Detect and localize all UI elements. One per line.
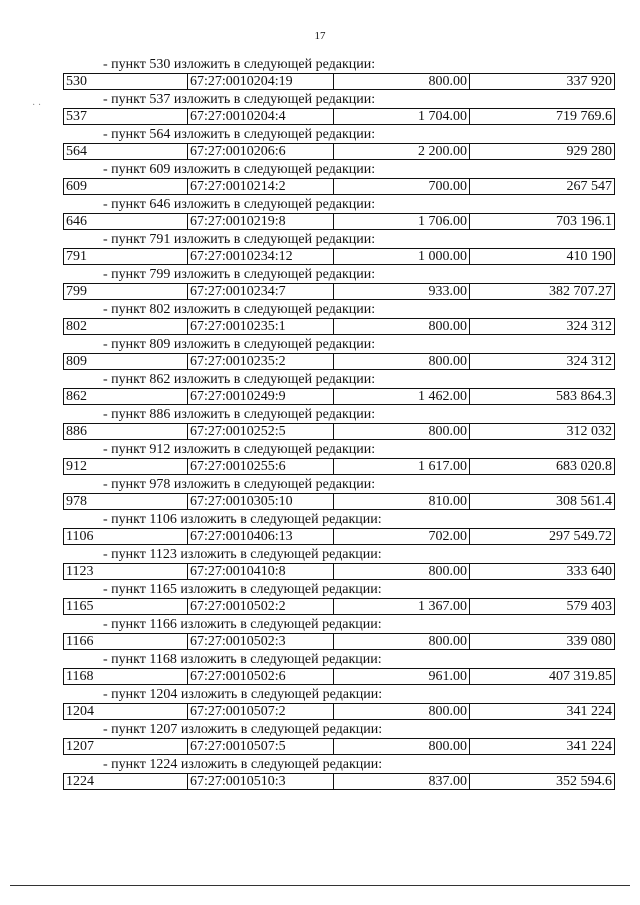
value-cell: 382 707.27 <box>549 284 612 299</box>
page-number: 17 <box>314 30 326 42</box>
amendment-entry <box>63 91 617 126</box>
amendment-entry <box>63 371 617 406</box>
amendment-instruction: - пункт 1224 изложить в следующей редакции: <box>103 757 383 772</box>
table-row <box>63 773 615 790</box>
table-row <box>63 73 615 90</box>
item-number-cell: 1204 <box>64 704 188 719</box>
amendment-instruction: - пункт 646 изложить в следующей редакции: <box>103 197 376 212</box>
area-cell: 800.00 <box>334 634 470 649</box>
amendment-instruction: - пункт 802 изложить в следующей редакции: <box>103 302 376 317</box>
cadastral-number-cell: 67:27:0010234:12 <box>188 249 334 264</box>
area-cell: 2 200.00 <box>334 144 470 159</box>
amendment-entry <box>63 231 617 266</box>
area-cell: 961.00 <box>334 669 470 684</box>
item-number-cell: 537 <box>64 109 188 124</box>
amendment-instruction: - пункт 537 изложить в следующей редакции: <box>103 92 376 107</box>
amendment-entry <box>63 476 617 511</box>
table-row <box>63 633 615 650</box>
area-cell: 1 704.00 <box>334 109 470 124</box>
amendment-entry <box>63 546 617 581</box>
amendment-entry <box>63 56 617 91</box>
cadastral-number-cell: 67:27:0010249:9 <box>188 389 334 404</box>
item-number-cell: 886 <box>64 424 188 439</box>
cadastral-number-cell: 67:27:0010252:5 <box>188 424 334 439</box>
area-cell: 800.00 <box>334 564 470 579</box>
table-row <box>63 458 615 475</box>
value-cell: 339 080 <box>566 634 612 649</box>
table-row <box>63 178 615 195</box>
amendment-instruction: - пункт 809 изложить в следующей редакции: <box>103 337 376 352</box>
value-cell: 341 224 <box>566 704 612 719</box>
item-number-cell: 791 <box>64 249 188 264</box>
amendment-entry <box>63 721 617 756</box>
item-number-cell: 809 <box>64 354 188 369</box>
value-cell: 341 224 <box>566 739 612 754</box>
amendment-instruction: - пункт 1207 изложить в следующей редакции: <box>103 722 383 737</box>
cadastral-number-cell: 67:27:0010507:2 <box>188 704 334 719</box>
amendment-entry <box>63 651 617 686</box>
amendment-instruction: - пункт 912 изложить в следующей редакции: <box>103 442 376 457</box>
item-number-cell: 1207 <box>64 739 188 754</box>
cadastral-number-cell: 67:27:0010204:19 <box>188 74 334 89</box>
area-cell: 800.00 <box>334 424 470 439</box>
amendment-instruction: - пункт 1166 изложить в следующей редакции: <box>103 617 382 632</box>
value-cell: 297 549.72 <box>549 529 612 544</box>
cadastral-number-cell: 67:27:0010214:2 <box>188 179 334 194</box>
item-number-cell: 978 <box>64 494 188 509</box>
item-number-cell: 862 <box>64 389 188 404</box>
value-cell: 929 280 <box>566 144 612 159</box>
area-cell: 700.00 <box>334 179 470 194</box>
table-row <box>63 738 615 755</box>
item-number-cell: 564 <box>64 144 188 159</box>
margin-mark: · · <box>32 100 42 111</box>
item-number-cell: 799 <box>64 284 188 299</box>
item-number-cell: 912 <box>64 459 188 474</box>
cadastral-number-cell: 67:27:0010234:7 <box>188 284 334 299</box>
table-row <box>63 668 615 685</box>
amendment-instruction: - пункт 799 изложить в следующей редакции: <box>103 267 376 282</box>
amendment-instruction: - пункт 1123 изложить в следующей редакции: <box>103 547 382 562</box>
item-number-cell: 646 <box>64 214 188 229</box>
area-cell: 800.00 <box>334 319 470 334</box>
amendment-instruction: - пункт 1106 изложить в следующей редакции: <box>103 512 382 527</box>
table-row <box>63 283 615 300</box>
amendment-entry <box>63 686 617 721</box>
value-cell: 267 547 <box>566 179 612 194</box>
value-cell: 583 864.3 <box>556 389 612 404</box>
area-cell: 810.00 <box>334 494 470 509</box>
value-cell: 410 190 <box>566 249 612 264</box>
amendment-instruction: - пункт 1165 изложить в следующей редакции: <box>103 582 382 597</box>
cadastral-number-cell: 67:27:0010305:10 <box>188 494 334 509</box>
item-number-cell: 1166 <box>64 634 188 649</box>
amendment-entry <box>63 126 617 161</box>
value-cell: 703 196.1 <box>556 214 612 229</box>
amendment-instruction: - пункт 1204 изложить в следующей редакции: <box>103 687 383 702</box>
table-row <box>63 318 615 335</box>
cadastral-number-cell: 67:27:0010507:5 <box>188 739 334 754</box>
table-row <box>63 353 615 370</box>
amendment-entry <box>63 581 617 616</box>
amendment-instruction: - пункт 791 изложить в следующей редакции: <box>103 232 376 247</box>
cadastral-number-cell: 67:27:0010502:2 <box>188 599 334 614</box>
cadastral-number-cell: 67:27:0010406:13 <box>188 529 334 544</box>
table-row <box>63 213 615 230</box>
table-row <box>63 703 615 720</box>
amendment-entry <box>63 336 617 371</box>
area-cell: 1 462.00 <box>334 389 470 404</box>
item-number-cell: 1168 <box>64 669 188 684</box>
amendment-entry <box>63 161 617 196</box>
amendment-instruction: - пункт 978 изложить в следующей редакции: <box>103 477 376 492</box>
cadastral-number-cell: 67:27:0010410:8 <box>188 564 334 579</box>
cadastral-number-cell: 67:27:0010502:3 <box>188 634 334 649</box>
table-row <box>63 493 615 510</box>
amendment-instruction: - пункт 564 изложить в следующей редакции: <box>103 127 376 142</box>
area-cell: 1 617.00 <box>334 459 470 474</box>
cadastral-number-cell: 67:27:0010510:3 <box>188 774 334 789</box>
amendment-instruction: - пункт 862 изложить в следующей редакции: <box>103 372 376 387</box>
amendment-entry <box>63 616 617 651</box>
cadastral-number-cell: 67:27:0010235:1 <box>188 319 334 334</box>
value-cell: 407 319.85 <box>549 669 612 684</box>
item-number-cell: 530 <box>64 74 188 89</box>
table-row <box>63 388 615 405</box>
value-cell: 579 403 <box>566 599 612 614</box>
area-cell: 800.00 <box>334 739 470 754</box>
table-row <box>63 248 615 265</box>
item-number-cell: 802 <box>64 319 188 334</box>
area-cell: 800.00 <box>334 354 470 369</box>
area-cell: 837.00 <box>334 774 470 789</box>
amendment-entry <box>63 756 617 791</box>
value-cell: 324 312 <box>566 319 612 334</box>
amendment-instruction: - пункт 886 изложить в следующей редакции: <box>103 407 376 422</box>
area-cell: 1 706.00 <box>334 214 470 229</box>
value-cell: 719 769.6 <box>556 109 612 124</box>
cadastral-number-cell: 67:27:0010255:6 <box>188 459 334 474</box>
amendment-entry <box>63 266 617 301</box>
cadastral-number-cell: 67:27:0010235:2 <box>188 354 334 369</box>
amendment-instruction: - пункт 609 изложить в следующей редакции: <box>103 162 376 177</box>
table-row <box>63 598 615 615</box>
amendment-instruction: - пункт 1168 изложить в следующей редакции: <box>103 652 382 667</box>
item-number-cell: 609 <box>64 179 188 194</box>
item-number-cell: 1123 <box>64 564 188 579</box>
value-cell: 333 640 <box>566 564 612 579</box>
value-cell: 683 020.8 <box>556 459 612 474</box>
table-row <box>63 143 615 160</box>
area-cell: 702.00 <box>334 529 470 544</box>
value-cell: 324 312 <box>566 354 612 369</box>
cadastral-number-cell: 67:27:0010502:6 <box>188 669 334 684</box>
amendment-entry <box>63 511 617 546</box>
item-number-cell: 1165 <box>64 599 188 614</box>
amendment-list <box>63 56 617 791</box>
value-cell: 308 561.4 <box>556 494 612 509</box>
value-cell: 337 920 <box>566 74 612 89</box>
table-row <box>63 108 615 125</box>
bottom-divider <box>10 885 630 886</box>
item-number-cell: 1224 <box>64 774 188 789</box>
table-row <box>63 563 615 580</box>
cadastral-number-cell: 67:27:0010204:4 <box>188 109 334 124</box>
amendment-entry <box>63 406 617 441</box>
amendment-entry <box>63 441 617 476</box>
cadastral-number-cell: 67:27:0010206:6 <box>188 144 334 159</box>
table-row <box>63 423 615 440</box>
area-cell: 1 367.00 <box>334 599 470 614</box>
area-cell: 933.00 <box>334 284 470 299</box>
table-row <box>63 528 615 545</box>
item-number-cell: 1106 <box>64 529 188 544</box>
area-cell: 1 000.00 <box>334 249 470 264</box>
amendment-entry <box>63 301 617 336</box>
area-cell: 800.00 <box>334 704 470 719</box>
area-cell: 800.00 <box>334 74 470 89</box>
value-cell: 312 032 <box>566 424 612 439</box>
cadastral-number-cell: 67:27:0010219:8 <box>188 214 334 229</box>
value-cell: 352 594.6 <box>556 774 612 789</box>
amendment-instruction: - пункт 530 изложить в следующей редакции: <box>103 57 376 72</box>
amendment-entry <box>63 196 617 231</box>
